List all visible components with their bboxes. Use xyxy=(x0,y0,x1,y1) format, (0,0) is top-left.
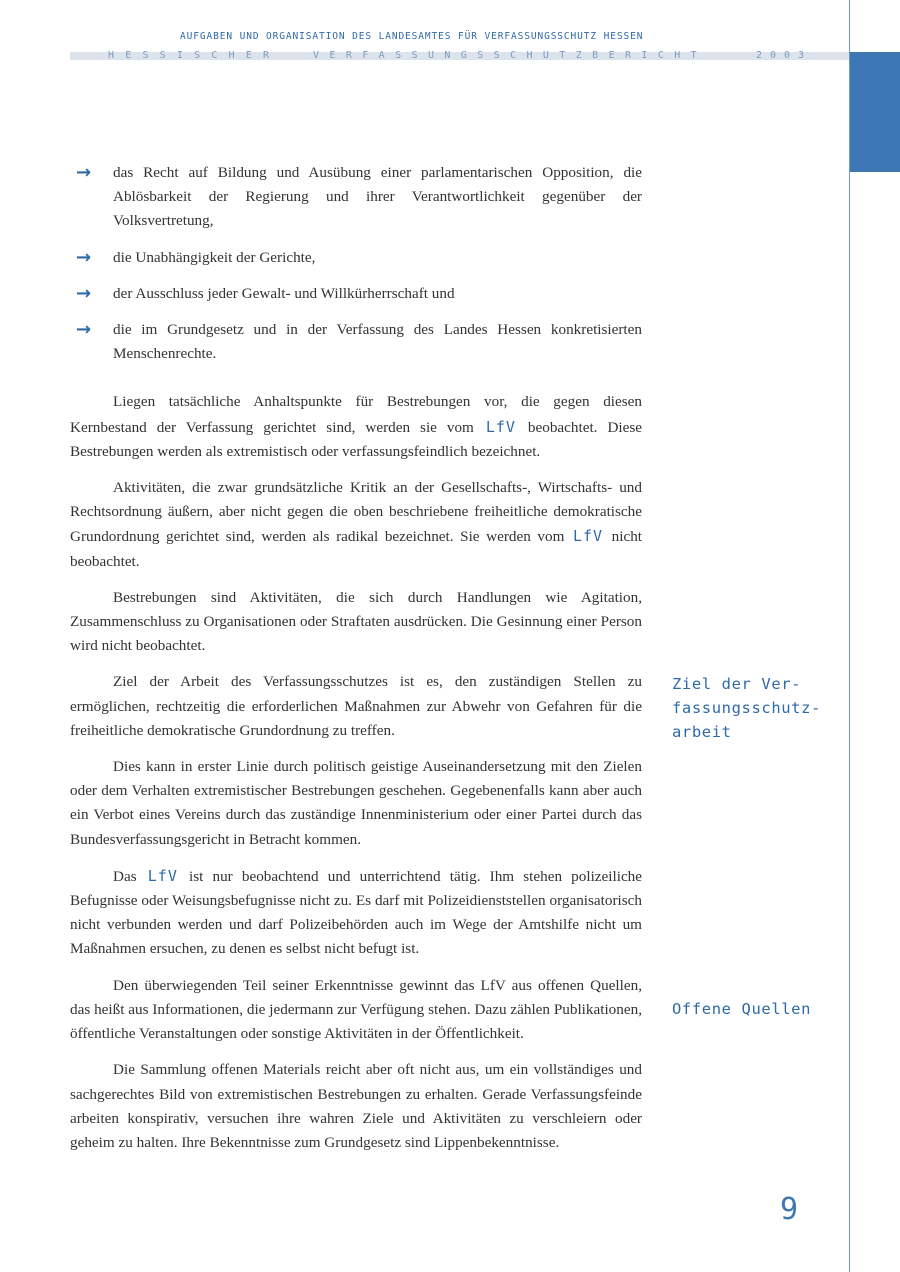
paragraph: Ziel der Arbeit des Verfassungsschutzes ist es, den zuständigen Stellen zu ermöglichen, rechtzeitig die erforderlichen Maßnahmen zur Abwehr von Gefahren für die freiheitliche demokratische Grundordnung zu treffen. xyxy=(70,673,642,739)
running-header-title: AUFGABEN UND ORGANISATION DES LANDESAMTES FÜR VERFASSUNGSSCHUTZ HESSEN xyxy=(180,31,644,42)
right-margin-rule xyxy=(849,0,850,1272)
margin-note-offene-quellen: Offene Quellen xyxy=(672,1000,812,1018)
bullet-list xyxy=(70,161,642,366)
lfv-abbreviation: LfV xyxy=(572,527,604,546)
paragraph: Den überwiegenden Teil seiner Erkenntnisse gewinnt das LfV aus offenen Quellen, das heißt aus Informationen, die jedermann zur Verfügung stehen. Dazu zählen Publikationen, öffentliche Veranstaltungen oder sonstige Aktivitäten in der Öffentlichkeit. xyxy=(70,976,642,1043)
chapter-tab xyxy=(850,52,900,172)
arrow-right-icon: → xyxy=(76,282,92,304)
paragraph: Bestrebungen sind Aktivitäten, die sich durch Handlungen wie Agitation, Zusammenschluss zu Organisationen oder Straftaten ausdrücken. Die Gesinnung einer Person wird nicht beobachtet. xyxy=(70,588,642,655)
lfv-abbreviation: LfV xyxy=(485,417,516,436)
body-text xyxy=(70,161,642,1167)
running-header-year: 2003 xyxy=(756,50,813,61)
running-header-publication: HESSISCHER xyxy=(108,50,281,61)
list-item: → die im Grundgesetz und in der Verfassung des Landes Hessen konkretisierten Menschenrechte. xyxy=(76,319,642,363)
running-header-report: VERFASSUNGSSCHUTZBERICHT xyxy=(313,50,708,61)
paragraph: Dies kann in erster Linie durch politisch geistige Auseinandersetzung mit den Zielen oder dem Verhalten extremistischer Bestrebungen geschehen. Gegebenenfalls kann aber auch ein Verbot eines Vereins durch das zuständige Innenministerium oder einer Partei durch das Bundesverfassungsgericht in Betracht kommen. xyxy=(70,758,642,848)
lfv-abbreviation: LfV xyxy=(147,866,178,885)
page-number: 9 xyxy=(780,1192,799,1227)
list-item: → die Unabhängigkeit der Gerichte, xyxy=(76,246,316,268)
margin-note-ziel: Ziel der Ver- fassungsschutz- arbeit xyxy=(672,675,821,741)
arrow-right-icon: → xyxy=(76,162,92,183)
paragraph: Das LfV ist nur beobachtend und unterrichtend tätig. Ihm stehen polizeiliche Befugnisse oder Weisungsbefugnisse nicht zu. Es darf mit Polizeidienststellen organisatorisch nicht verbunden werden und darf Polizeibehörden auch im Wege der Amtshilfe nicht um Maßnahmen ersuchen, zu denen es selbst nicht befugt ist. xyxy=(70,866,643,958)
list-item: → der Ausschluss jeder Gewalt- und Willkürherrschaft und xyxy=(76,282,455,304)
paragraph: Aktivitäten, die zwar grundsätzliche Kritik an der Gesellschafts-, Wirtschafts- und Rechtsordnung äußern, aber nicht gegen die oben beschriebene freiheitliche demokratische Grundordnung gerichtet sind, werden als radikal bezeichnet. Sie werden vom LfV nicht beobachtet. xyxy=(70,479,643,570)
arrow-right-icon: → xyxy=(76,319,92,341)
paragraph: Die Sammlung offenen Materials reicht aber oft nicht aus, um ein vollständiges und sachgerechtes Bild von extremistischen Bestrebungen zu erhalten. Gerade Verfassungsfeinde arbeiten konspirativ, versuchen ihre wahren Ziele und Aktivitäten zu verschleiern oder geheim zu halten. Ihre Bekenntnisse zum Grundgesetz sind Lippenbekenntnisse. xyxy=(70,1061,642,1151)
arrow-right-icon: → xyxy=(76,246,92,268)
paragraph: Liegen tatsächliche Anhaltspunkte für Bestrebungen vor, die gegen diesen Kernbestand der Verfassung gerichtet sind, werden sie vom LfV beobachtet. Diese Bestrebungen werden als extremistisch oder verfassungsfeindlich bezeichnet. xyxy=(70,393,643,460)
list-item: → das Recht auf Bildung und Ausübung einer parlamentarischen Opposition, die Ablösbarkeit der Regierung und ihrer Verantwortlichkeit gegenüber der Volksvertretung, xyxy=(76,162,642,230)
